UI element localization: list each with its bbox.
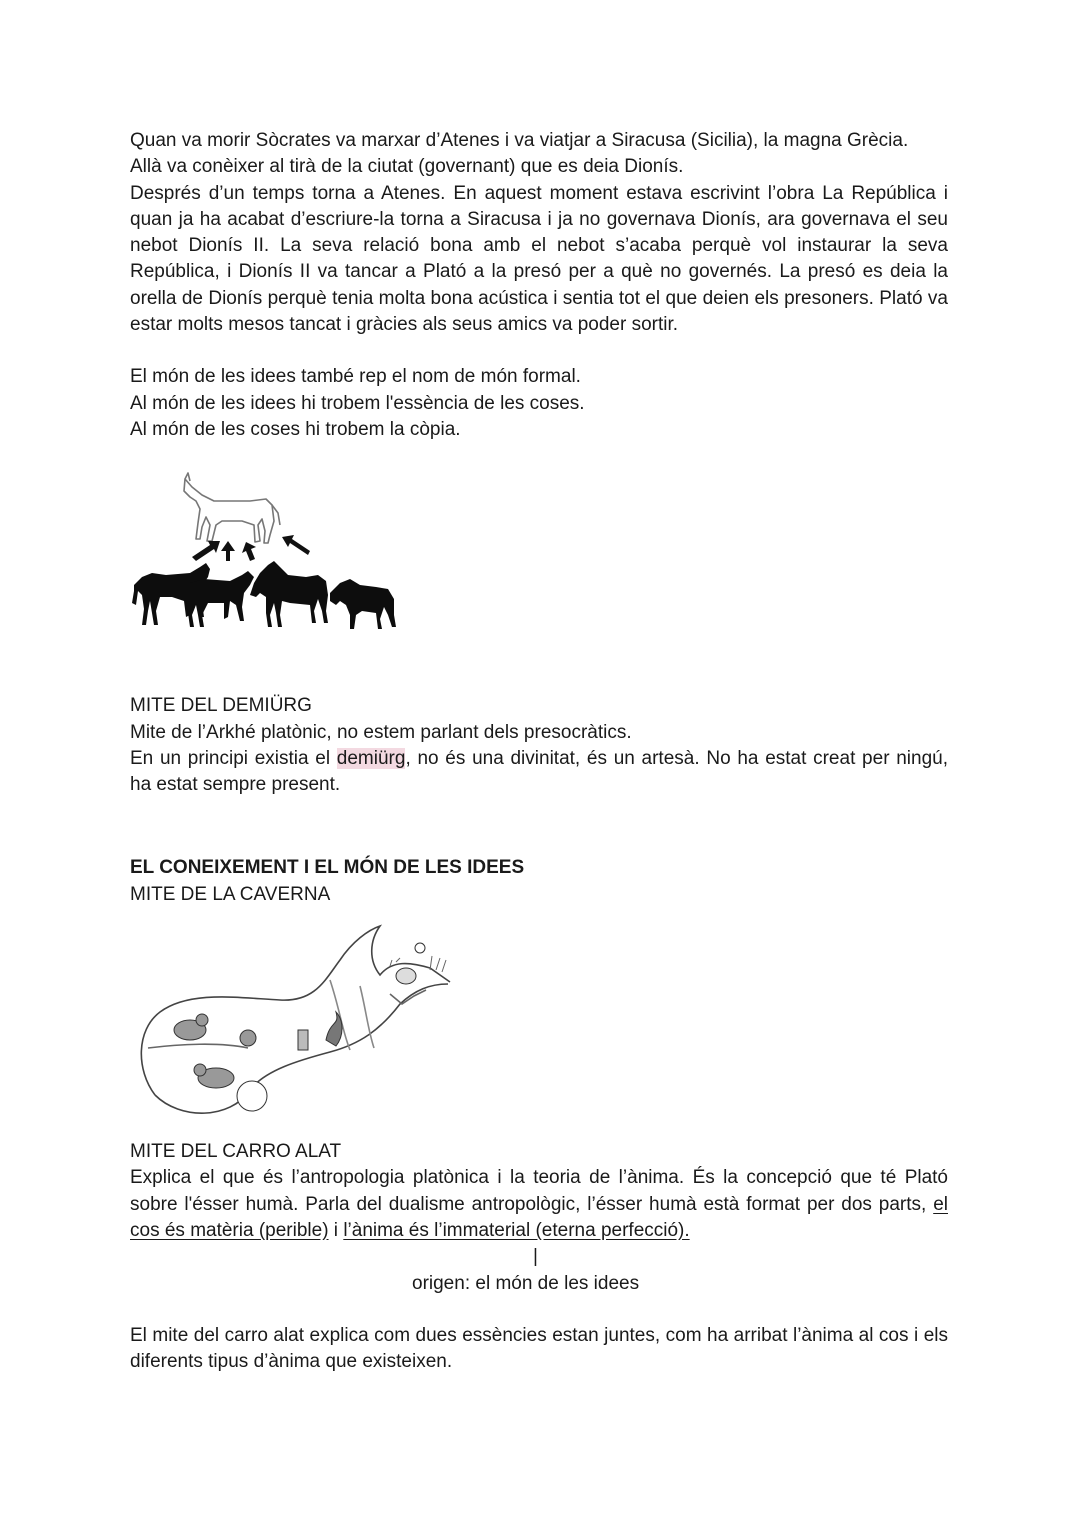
carro-section bbox=[130, 1139, 948, 1165]
arrow-icon bbox=[221, 541, 235, 561]
section-heading: EL CONEIXEMENT I EL MÓN DE LES IDEES bbox=[130, 857, 525, 879]
origin-text: origen: el món de les idees bbox=[412, 1272, 640, 1294]
carro-title: MITE DEL CARRO ALAT bbox=[130, 1141, 342, 1163]
demiurg-title: MITE DEL DEMIÜRG bbox=[130, 695, 312, 717]
origin-block bbox=[130, 1244, 948, 1297]
text-line: Al món de les coses hi trobem la còpia. bbox=[130, 418, 461, 440]
text-line: Quan va morir Sòcrates va marxar d’Atenes i va viatjar a Siracusa (Sicilia), la magna Grècia. bbox=[130, 130, 909, 151]
text-line: Allà va conèixer al tirà de la ciutat (governant) que es deia Dionís. bbox=[130, 156, 684, 178]
demiurg-section bbox=[130, 693, 948, 746]
ideal-horse-icon bbox=[184, 473, 280, 543]
carro-paragraph: Explica el que és l’antropologia platònica i la teoria de l’ànima. És la concepció que té Plató sobre l'ésser humà. Parla del dualisme antropològic, l’ésser humà està format per dos parts, el cos és matèria (perible) i l’ànima és l’immaterial (eterna perfecció). bbox=[130, 1167, 948, 1241]
carro-final-paragraph: El mite del carro alat explica com dues essències estan juntes, com ha arribat l’ànima al cos i els diferents tipus d’ànima que existeixen. bbox=[130, 1324, 948, 1373]
underlined-body: el cos és matèria (perible) bbox=[130, 1193, 948, 1241]
paragraph-ideas bbox=[130, 364, 948, 443]
underlined-soul: l’ànima és l’immaterial (eterna perfecció). bbox=[343, 1219, 690, 1241]
paragraph-republic: Després d’un temps torna a Atenes. En aquest moment estava escrivint l’obra La República i quan ja ha acabat d’escriure-la torna a Siracusa i ja no governava Dionís, ara governava el seu nebot Dionís II. La seva relació bona amb el nebot s’acaba perquè vol instaurar la seva República, i Dionís II va tancar a Plató a la presó per a què no governés. La presó es deia la orella de Dionís perquè tenia molta bona acústica i sentia tot el que deien els presoners. Plató va estar molts mesos tancat i gràcies als seus amics va poder sortir. bbox=[130, 182, 948, 336]
text-line: Al món de les idees hi trobem l'essència de les coses. bbox=[130, 392, 585, 414]
arrow-icons bbox=[192, 535, 310, 561]
arrow-icon bbox=[282, 535, 310, 555]
highlighted-term: demiürg bbox=[336, 747, 406, 769]
connector-bar: | bbox=[533, 1246, 538, 1268]
text-line: El món de les idees també rep el nom de món formal. bbox=[130, 366, 581, 388]
paragraph-socrates-death bbox=[130, 128, 948, 181]
arrow-icon bbox=[192, 541, 220, 561]
arrow-icon bbox=[242, 542, 256, 561]
black-horses-icon bbox=[132, 561, 396, 629]
cave-myth-illustration bbox=[130, 920, 460, 1125]
coneixement-section bbox=[130, 855, 948, 908]
demiurg-paragraph: En un principi existia el demiürg, no és una divinitat, és un artesà. No ha estat creat per ningú, ha estat sempre present. bbox=[130, 747, 949, 796]
page-content bbox=[130, 128, 948, 1375]
text-line: Mite de l’Arkhé platònic, no estem parlant dels presocràtics. bbox=[130, 721, 632, 743]
caverna-title: MITE DE LA CAVERNA bbox=[130, 883, 331, 905]
horses-ideas-illustration bbox=[130, 465, 405, 645]
